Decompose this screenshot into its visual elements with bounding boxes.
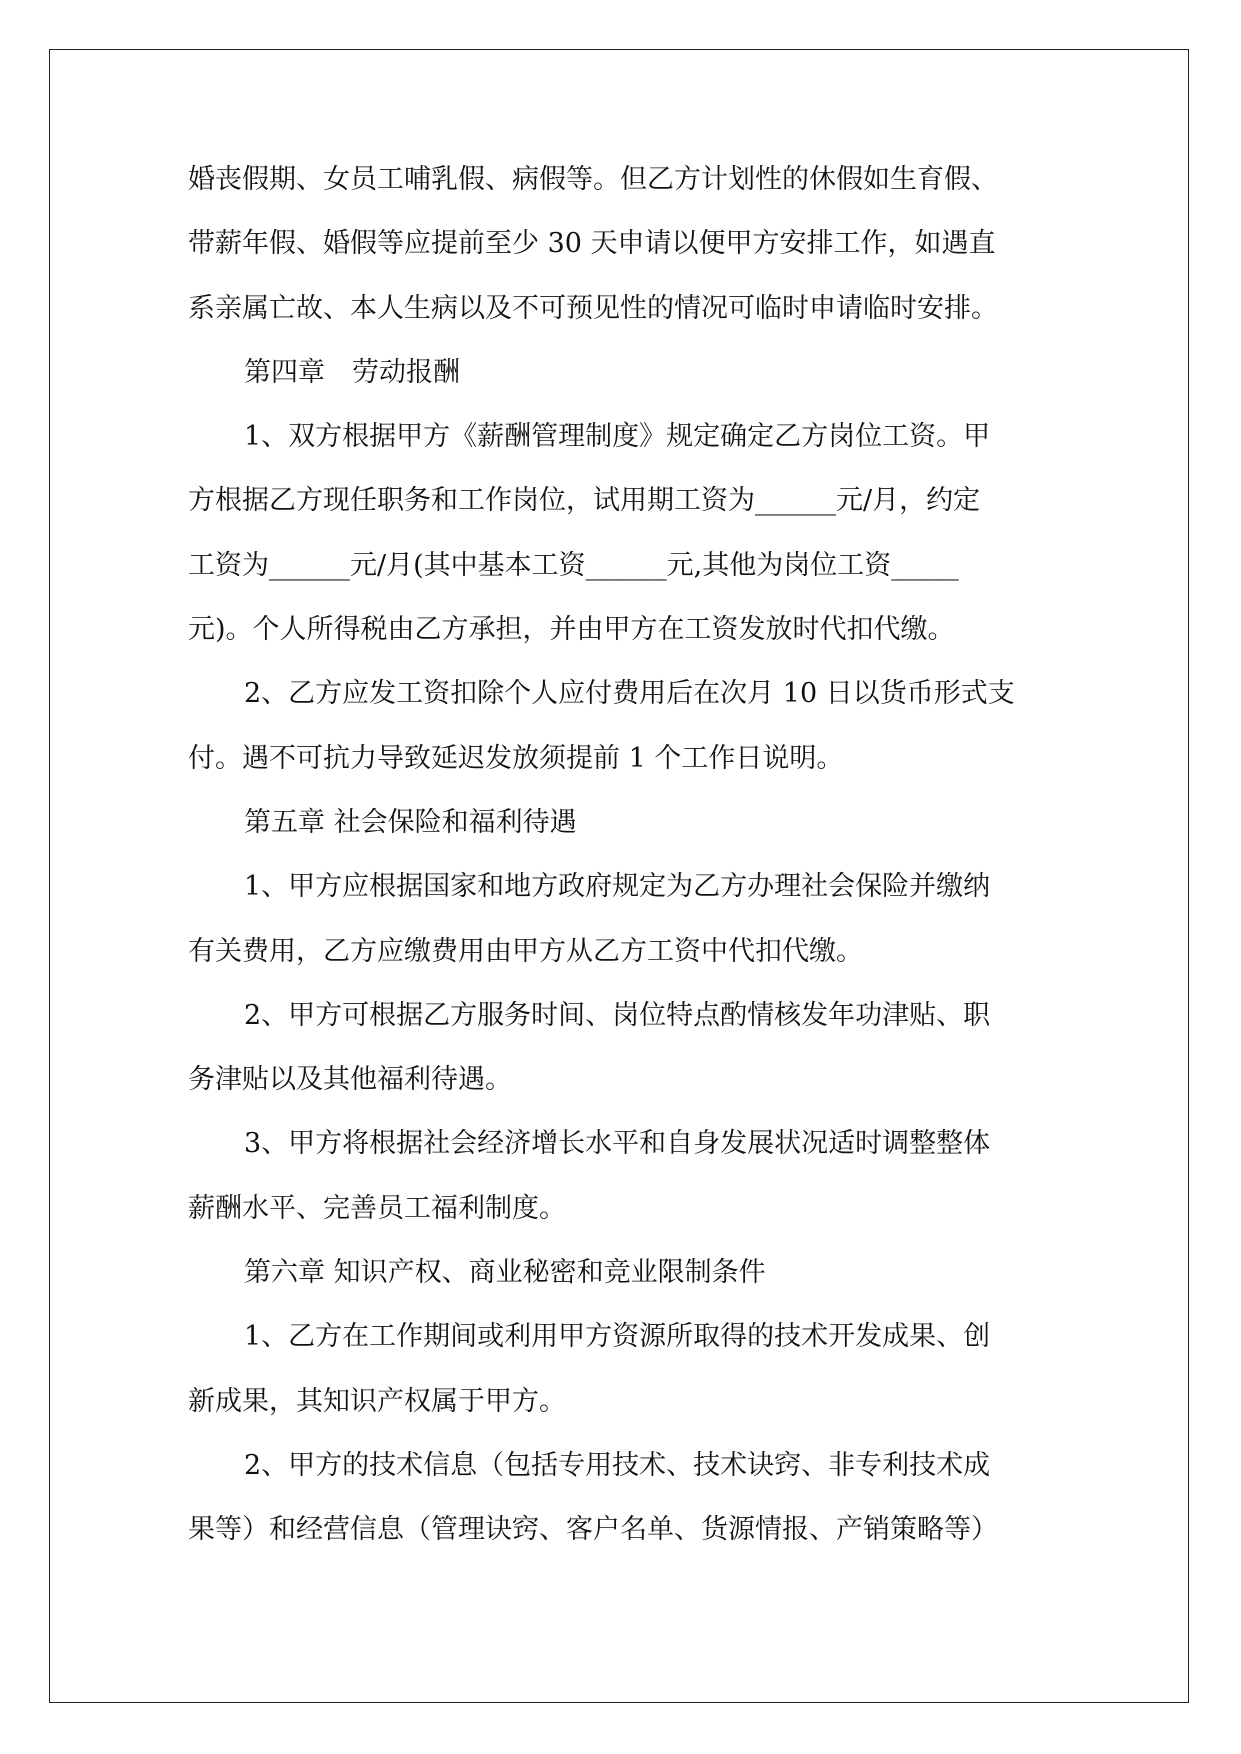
text-line: 2、乙方应发工资扣除个人应付费用后在次月 10 日以货币形式支 [244, 678, 1015, 710]
text-line: 薪酬水平、完善员工福利制度。 [188, 1192, 566, 1224]
document-body [188, 148, 1058, 1563]
text-line: 婚丧假期、女员工哺乳假、病假等。但乙方计划性的休假如生育假、 [188, 164, 998, 195]
text-line: 系亲属亡故、本人生病以及不可预见性的情况可临时申请临时安排。 [188, 292, 998, 324]
text-line: 有关费用，乙方应缴费用由甲方从乙方工资中代扣代缴。 [188, 935, 863, 967]
text-line: 工资为______元/月(其中基本工资______元,其他为岗位工资_____ [188, 549, 959, 581]
text-line: 2、甲方的技术信息（包括专用技术、技术诀窍、非专利技术成 [244, 1449, 991, 1481]
text-line: 3、甲方将根据社会经济增长水平和自身发展状况适时调整整体 [244, 1128, 991, 1160]
text-line: 果等）和经营信息（管理诀窍、客户名单、货源情报、产销策略等） [188, 1514, 998, 1546]
text-line: 带薪年假、婚假等应提前至少 30 天申请以便甲方安排工作，如遇直 [188, 228, 996, 260]
text-line: 1、双方根据甲方《薪酬管理制度》规定确定乙方岗位工资。甲 [244, 421, 991, 453]
text-line: 新成果，其知识产权属于甲方。 [188, 1385, 566, 1417]
text-line: 1、乙方在工作期间或利用甲方资源所取得的技术开发成果、创 [244, 1321, 991, 1353]
text-line: 第四章 劳动报酬 [244, 356, 460, 388]
text-line: 第五章 社会保险和福利待遇 [244, 806, 577, 838]
text-line: 元)。个人所得税由乙方承担，并由甲方在工资发放时代扣代缴。 [188, 614, 955, 646]
text-line: 2、甲方可根据乙方服务时间、岗位特点酌情核发年功津贴、职 [244, 999, 991, 1031]
text-line: 务津贴以及其他福利待遇。 [188, 1064, 512, 1096]
text-line: 1、甲方应根据国家和地方政府规定为乙方办理社会保险并缴纳 [244, 871, 991, 903]
text-line: 方根据乙方现任职务和工作岗位，试用期工资为______元/月，约定 [188, 485, 981, 517]
text-line: 第六章 知识产权、商业秘密和竞业限制条件 [244, 1257, 766, 1289]
text-line: 付。遇不可抗力导致延迟发放须提前 1 个工作日说明。 [188, 742, 844, 774]
